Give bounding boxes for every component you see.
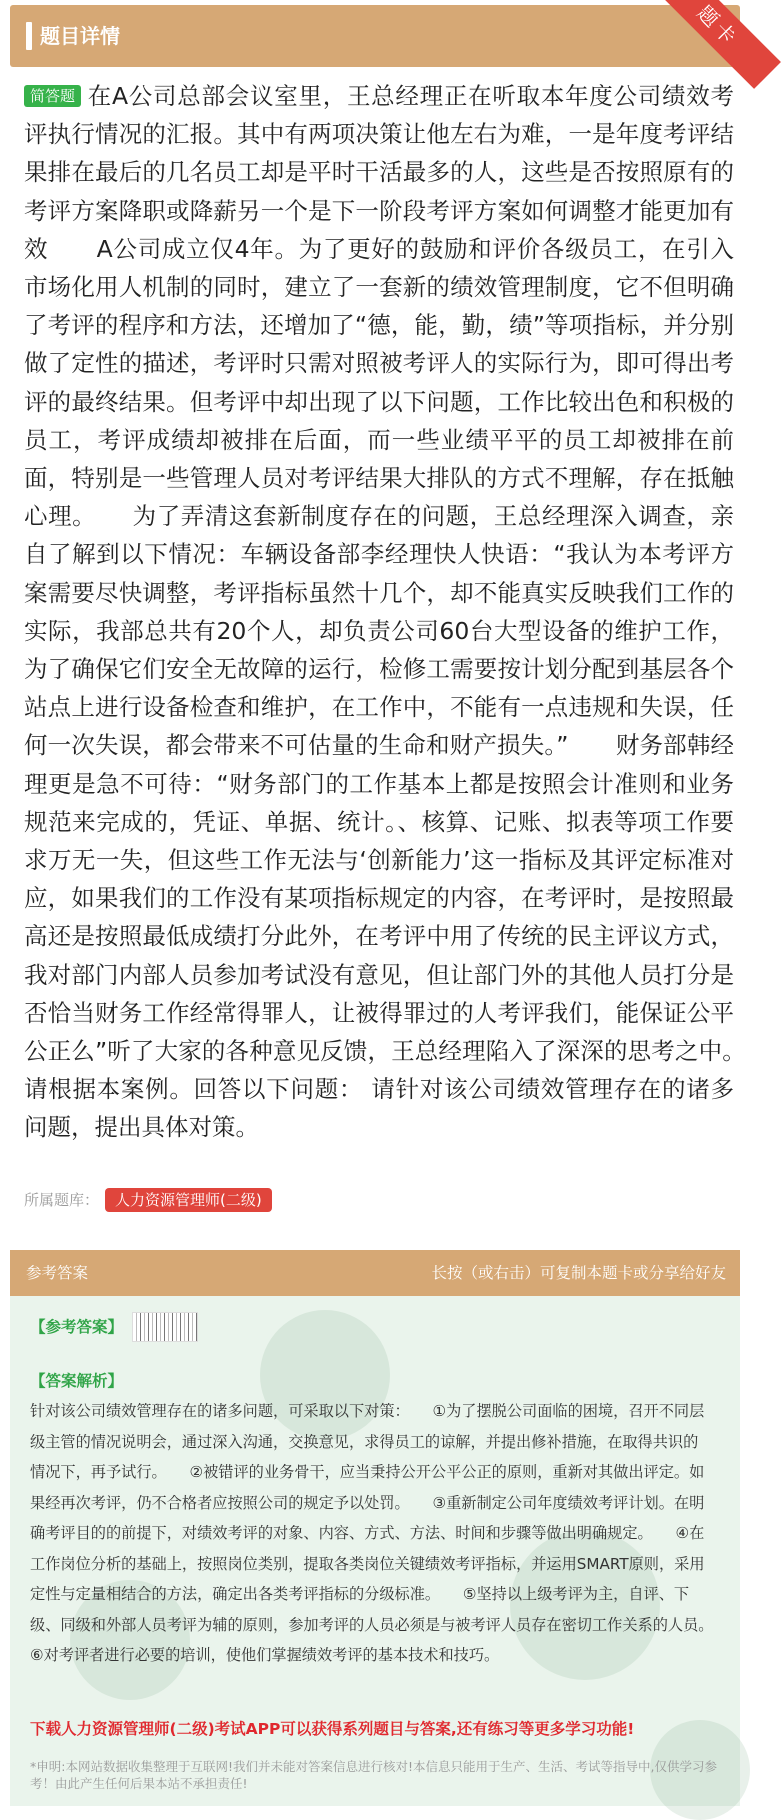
- question-text: 在A公司总部会议室里，王总经理正在听取本年度公司绩效考评执行情况的汇报。其中有两项决策让他左右为难，一是年度考评结果排在最后的几名员工却是平时干活最多的人，这些是否按照原有的考评方案降职或降薪另一个是下一阶段考评方案如何调整才能更加有效 A公司成立仅4年。为了更好的鼓励和评价各级员工，在引入市场化用人机制的同时，建立了一套新的绩效管理制度，它不但明确了考评的程序和方法，还增加了“德，能，勤，绩”等项指标，并分别做了定性的描述，考评时只需对照被考评人的实际行为，即可得出考评的最终结果。但考评中却出现了以下问题，工作比较出色和积极的员工，考评成绩却被排在后面，而一些业绩平平的员工却被排在前面，特别是一些管理人员对考评结果大排队的方式不理解，存在抵触心理。 为了弄清这套新制度存在的问题，王总经理深入调查，亲自了解到以下情况：车辆设备部李经理快人快语：“我认为本考评方案需要尽快调整，考评指标虽然十几个，却不能真实反映我们工作的实际，我部总共有20个人，却负责公司60台大型设备的维护工作，为了确保它们安全无故障的运行，检修工需要按计划分配到基层各个站点上进行设备检查和维护，在工作中，不能有一点违规和失误，任何一次失误，都会带来不可估量的生命和财产损失。” 财务部韩经理更是急不可待：“财务部门的工作基本上都是按照会计准则和业务规范来完成的，凭证、单据、统计。、核算、记账、拟表等项工作要求万无一失，但这些工作无法与‘创新能力’这一指标及其评定标准对应，如果我们的工作没有某项指标规定的内容，在考评时，是按照最高还是按照最低成绩打分此外，在考评中用了传统的民主评议方式，我对部门内部人员参加考试没有意见，但让部门外的其他人员打分是否恰当财务工作经常得罪人，让被得罪过的人考评我们，能保证公平公正么”听了大家的各种意见反馈，王总经理陷入了深深的思考之中。 请根据本案例。回答以下问题： 请针对该公司绩效管理存在的诸多问题，提出具体对策。: [24, 82, 781, 1142]
- question-text-block: [24, 77, 781, 1147]
- reference-answer-image: [132, 1312, 198, 1342]
- answer-analysis-text: 针对该公司绩效管理存在的诸多问题，可采取以下对策： ①为了摆脱公司面临的困境，召开不同层级主管的情况说明会，通过深入沟通，交换意见，求得员工的谅解，并提出修补措施，在取得共识的情况下，再予试行。 ②被错评的业务骨干，应当秉持公开公平公正的原则，重新对其做出评定。如果经再次考评，仍不合格者应按照公司的规定予以处罚。 ③重新制定公司年度绩效考评计划。在明确考评目的的前提下，对绩效考评的对象、内容、方式、方法、时间和步骤等做出明确规定。 ④在工作岗位分析的基础上，按照岗位类别，提取各类岗位关键绩效考评指标，并运用SMART原则，采用定性与定量相结合的方法，确定出各类考评指标的分级标准。 ⑤坚持以上级考评为主，自评、下级、同级和外部人员考评为辅的原则，参加考评的人员必须是与被考评人员存在密切工作关系的人员。 ⑥对考评者进行必要的培训，使他们掌握绩效考评的基本技术和技巧。: [30, 1402, 737, 1664]
- question-header: [10, 5, 740, 67]
- question-type-tag: 简答题: [24, 85, 81, 107]
- answer-header: [10, 1250, 740, 1296]
- answer-analysis-label: 【答案解析】: [30, 1372, 124, 1390]
- question-bank-row: [24, 1187, 272, 1213]
- app-download-promo[interactable]: 下载人力资源管理师(二级)考试APP可以获得系列题目与答案,还有练习等更多学习功能!: [30, 1720, 635, 1738]
- reference-answer-label: 【参考答案】: [30, 1318, 124, 1336]
- answer-card: [10, 1250, 740, 1806]
- header-accent-bar: [26, 22, 32, 50]
- question-bank-label: 所属题库：: [24, 1191, 100, 1209]
- corner-ribbon-label: 题卡: [655, 0, 781, 89]
- answer-header-title: 参考答案: [26, 1264, 89, 1282]
- disclaimer-text: *申明:本网站数据收集整理于互联网!我们并未能对答案信息进行核对!本信息只能用于生产、生活、考试等指导中,仅供学习参考！由此产生任何后果本站不承担责任!: [30, 1759, 717, 1791]
- share-hint[interactable]: 长按（或右击）可复制本题卡或分享给好友: [431, 1264, 726, 1282]
- page-title: 题目详情: [40, 24, 120, 48]
- corner-ribbon: [670, 0, 760, 65]
- question-bank-badge[interactable]: 人力资源管理师(二级): [105, 1188, 272, 1212]
- question-card: [10, 5, 781, 1225]
